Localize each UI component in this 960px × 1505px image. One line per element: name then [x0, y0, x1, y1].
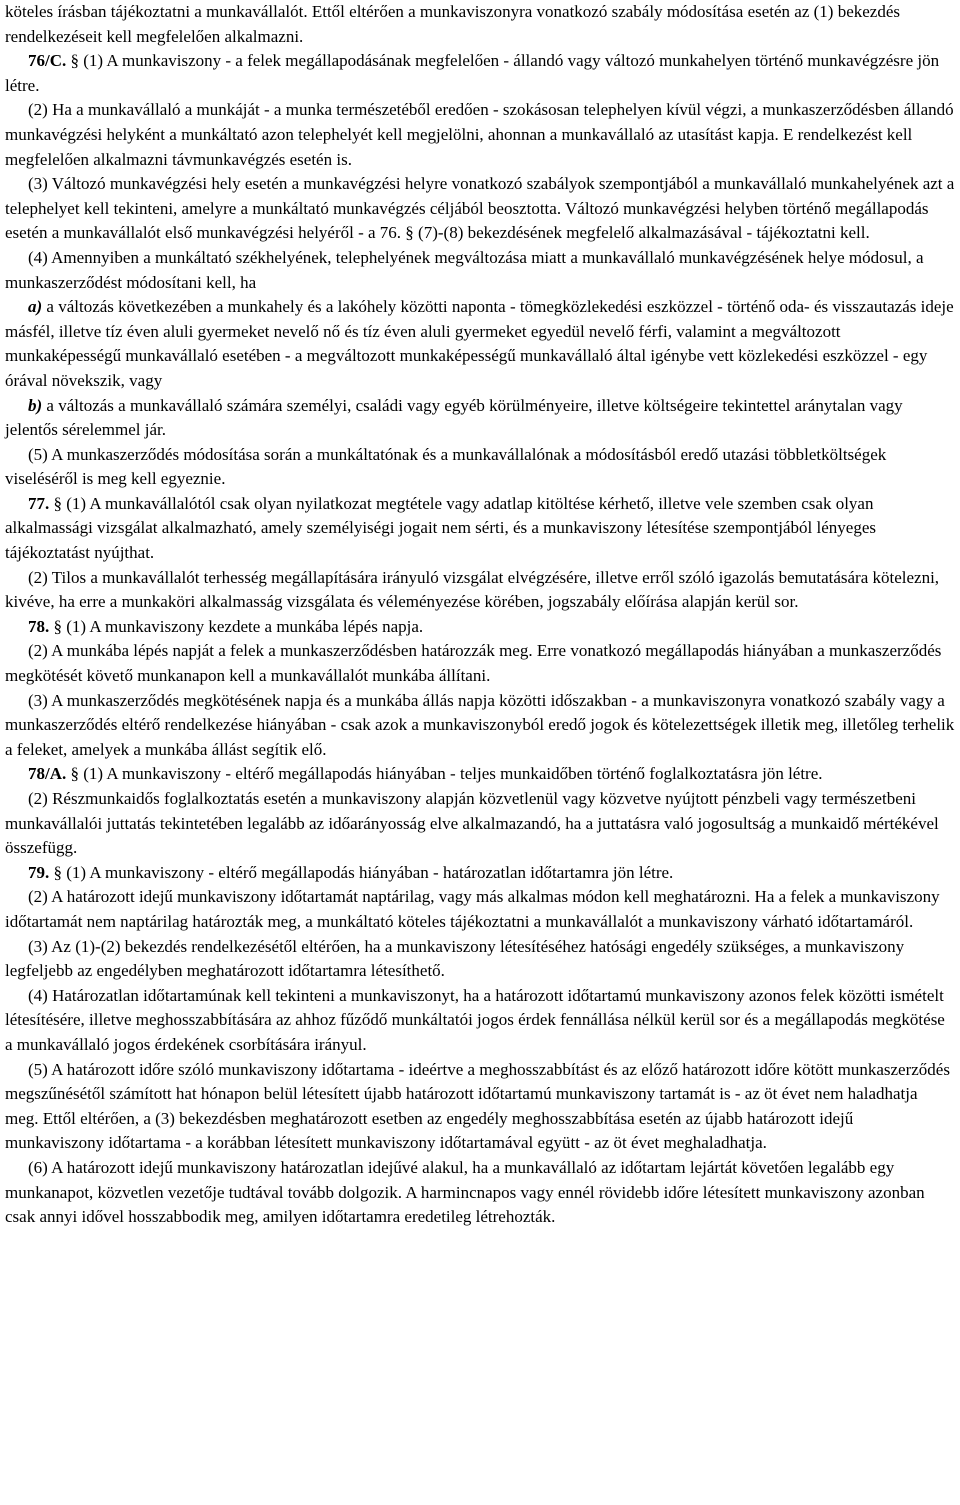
paragraph-text: § (1) A munkaviszony - eltérő megállapodás hiányában - teljes munkaidőben történő foglalkoztatásra jön létre.	[66, 764, 823, 784]
paragraph-text: a változás a munkavállaló számára személyi, családi vagy egyéb körülményeire, illetve költségeire tekintettel aránytalan vagy jelentős sérelemmel jár.	[5, 395, 903, 440]
paragraph-text: (5) A munkaszerződés módosítása során a munkáltatónak és a munkavállalónak a módosításból eredő utazási többletköltségek viseléséről is meg kell egyeznie.	[5, 444, 887, 489]
paragraph-text: a változás következében a munkahely és a lakóhely közötti naponta - tömegközlekedési eszközzel - történő oda- és visszautazás ideje másfél, illetve tíz éven aluli gyermeket nevelő nő és tíz éven aluli gyermeket egyedül nevelő férfi, valamint a megváltozott munkaképességű munkavállaló esetében - a megváltozott munkaképességű munkavállaló által igénybe vett közlekedési eszközzel - egy órával növekszik, vagy	[5, 297, 954, 390]
paragraph-text: (2) A határozott idejű munkaviszony időtartamát naptárilag, vagy más alkalmas módon kell meghatározni. Ha a felek a munkaviszony időtartamát nem naptárilag határozták meg, a munkáltató köteles tájékoztatni a munkavállalót a munkaviszony várható időtartamáról.	[5, 887, 940, 931]
paragraph-text: § (1) A munkaviszony kezdete a munkába lépés napja.	[49, 616, 424, 636]
paragraph-p-79-1	[5, 861, 955, 886]
paragraph-text: (5) A határozott időre szóló munkaviszony időtartama - ideértve a meghosszabbítást és az előző határozott időre kötött munkaszerződés megszűnésétől számított hat hónapon belül létesített újabb határozott időtartamú munkaviszony tartamát is - az öt évet nem haladhatja meg. Ettől eltérően, a (3) bekezdésben meghatározott esetben az engedély meghosszabbítása esetén az újabb határozott idejű munkaviszony időtartama - a korábban létesített munkaviszony időtartamával együtt - az öt évet meghaladhatja.	[5, 1059, 950, 1153]
paragraph-text: (3) Változó munkavégzési hely esetén a munkavégzési helyre vonatkozó szabályok szempontjából a munkavállaló munkahelyének azt a telephelyet kell tekinteni, amelyre a munkáltató munkavégzés céljából beosztotta. Változó munkavégzési helyben történő megállapodás esetén a munkavállalót első munkavégzési helyéről - a 76. § (7)-(8) bekezdésének megfelelő alkalmazásával - tájékoztatni kell.	[5, 174, 955, 243]
paragraph-p-78-1	[5, 615, 955, 640]
paragraph-p-77-1	[5, 492, 955, 566]
paragraph-text: (3) Az (1)-(2) bekezdés rendelkezésétől eltérően, ha a munkaviszony létesítéséhez hatósági engedély szükséges, a munkaviszony legfeljebb az engedélyben meghatározott időtartamra létesíthető.	[5, 936, 905, 981]
paragraph-text: (6) A határozott idejű munkaviszony határozatlan idejűvé alakul, ha a munkavállaló az időtartam lejártát követően legalább egy munkanapot, közvetlen vezetője tudtával tovább dolgozik. A harmincnapos vagy ennél rövidebb időre létesített munkaviszony azonban csak annyi idővel hosszabbodik meg, amilyen időtartamra eredetileg létrehozták.	[5, 1157, 925, 1227]
paragraph-p-76c-4	[5, 246, 955, 295]
paragraph-text: (2) Ha a munkavállaló a munkáját - a munka természetéből eredően - szokásosan telephelyen kívül végzi, a munkaszerződésben állandó munkavégzési helyként a munkáltató azon telephelyét kell megjelölni, ahonnan a munkavállaló az utasítást kapja. E rendelkezést kell megfelelően alkalmazni távmunkavégzés esetén is.	[5, 100, 954, 169]
paragraph-p-76c-5	[5, 443, 955, 492]
paragraph-p-76c-1	[5, 49, 955, 98]
paragraph-p-78a-1	[5, 762, 955, 787]
paragraph-p-76c-4a	[5, 295, 955, 393]
paragraph-p-78-2	[5, 639, 955, 688]
paragraph-p-77-2	[5, 566, 955, 615]
paragraph-p-78a-2	[5, 787, 955, 861]
paragraph-text: § (1) A munkavállalótól csak olyan nyilatkozat megtétele vagy adatlap kitöltése kérhető, illetve vele szemben csak olyan alkalmassági vizsgálat alkalmazható, amely személyiségi jogait nem sérti, és a munkaviszony létesítése szempontjából lényeges tájékoztatást nyújthat.	[5, 493, 876, 563]
paragraph-p-78-3	[5, 689, 955, 763]
paragraph-p-carry	[5, 0, 955, 49]
paragraph-text: (4) Amennyiben a munkáltató székhelyének, telephelyének megváltozása miatt a munkavállaló munkavégzésének helye módosul, a munkaszerződést módosítani kell, ha	[5, 247, 924, 292]
paragraph-p-79-5	[5, 1058, 955, 1156]
paragraph-p-79-3	[5, 935, 955, 984]
paragraph-text: (2) Részmunkaidős foglalkoztatás esetén a munkaviszony alapján közvetlenül vagy közvetve nyújtott pénzbeli vagy természetbeni munkavállalói juttatás tekintetében legalább az időarányosság elve alkalmazandó, ha a juttatásra való jogosultság a munkaidő mértékével összefügg.	[5, 789, 939, 858]
paragraph-text: (4) Határozatlan időtartamúnak kell tekinteni a munkaviszonyt, ha a határozott időtartamú munkaviszony azonos felek közötti ismételt létesítésére, illetve meghosszabbítására az ahhoz fűződő munkáltatói jogos érdek fennállása nélkül kerül sor és a megállapodás megkötése a munkavállaló jogos érdekének csorbítására irányul.	[5, 985, 945, 1054]
paragraph-p-79-6	[5, 1156, 955, 1230]
section-number: 76/C.	[28, 51, 67, 71]
point-label: a)	[28, 297, 43, 317]
paragraph-p-76c-4b	[5, 394, 955, 443]
section-number: 78/A.	[28, 764, 67, 784]
paragraph-text: § (1) A munkaviszony - eltérő megállapodás hiányában - határozatlan időtartamra jön létre.	[49, 862, 674, 882]
paragraph-p-79-4	[5, 984, 955, 1058]
paragraph-text: (2) A munkába lépés napját a felek a munkaszerződésben határozzák meg. Erre vonatkozó megállapodás hiányában a munkaszerződés megkötését követő munkanapon kell a munkavállalót munkába állítani.	[5, 641, 942, 686]
paragraph-p-76c-2	[5, 98, 955, 172]
paragraph-text: (3) A munkaszerződés megkötésének napja és a munkába állás napja közötti időszakban - a munkaviszonyra vonatkozó szabály vagy a munkaszerződés eltérő rendelkezése hiányában - csak azok a munkaviszonyból eredő jogok és kötelezettségek illetik meg, illetőleg terhelik a feleket, amelyek a munkába állást segítik elő.	[5, 690, 955, 759]
section-number: 79.	[28, 862, 50, 882]
section-number: 78.	[28, 616, 50, 636]
section-number: 77.	[28, 493, 50, 513]
document-body	[5, 0, 955, 1230]
paragraph-text: (2) Tilos a munkavállalót terhesség megállapítására irányuló vizsgálat elvégzésére, illetve erről szóló igazolás bemutatására kötelezni, kivéve, ha erre a munkaköri alkalmasság vizsgálata és véleményezése körében, jogszabály előírása alapján kerül sor.	[5, 567, 940, 612]
paragraph-p-76c-3	[5, 172, 955, 246]
paragraph-p-79-2	[5, 885, 955, 934]
paragraph-text: köteles írásban tájékoztatni a munkavállalót. Ettől eltérően a munkaviszonyra vonatkozó szabály módosítása esetén az (1) bekezdés rendelkezéseit kell megfelelően alkalmazni.	[5, 2, 901, 46]
paragraph-text: § (1) A munkaviszony - a felek megállapodásának megfelelően - állandó vagy változó munkahelyen történő munkavégzésre jön létre.	[5, 51, 940, 95]
point-label: b)	[28, 395, 43, 415]
